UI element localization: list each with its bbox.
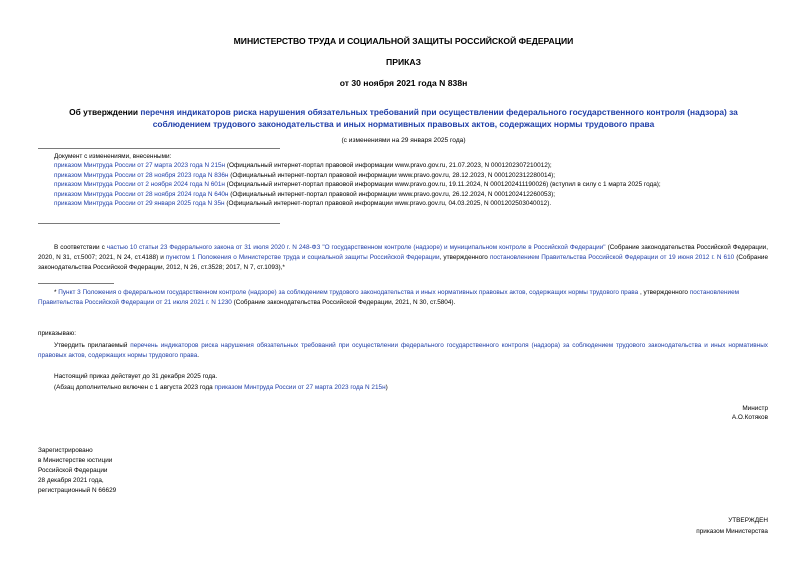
signature-name: А.О.Котяков xyxy=(731,414,768,421)
document-date-number: от 30 ноября 2021 года N 838н xyxy=(339,78,468,88)
amendment-link[interactable]: приказом Минтруда России от 27 марта 2023 года N 215н xyxy=(54,162,226,170)
amendment-link[interactable]: приказом Минтруда России от 29 января 2025 года N 35н xyxy=(54,200,225,208)
approved-by: приказом Министерства xyxy=(696,528,768,535)
title-link[interactable]: перечня индикаторов риска нарушения обязательных требований при осуществлении федерального государственного контроля (надзора) за соблюдением трудового законодательства и иных нормативных правовых актов, содержащих нормы трудового права xyxy=(140,107,738,129)
footnote-link-2[interactable]: постановлением Правительства Российской Федерации от 21 июля 2021 г. N 1230 xyxy=(38,289,740,306)
preamble-paragraph: В соответствии с частью 10 статьи 23 Федерального закона от 31 июля 2020 г. N 248-ФЗ "О государственном контроле (надзоре) и муниципальном контроле в Российской Федерации" (Собрание законодательства Российской Федерации, 2020, N 31, ст.5007; 2021, N 24, ст.4188) и пунктом 1 Положения о Министерстве труда и социальной защиты Российской Федерации, утвержденного постановлением Правительства Российской Федерации от 19 июня 2012 г. N 610 (Собрание законодательства Российской Федерации, 2012, N 26, ст.3528; 2017, N 7, ст.1093),* xyxy=(38,244,768,271)
approved-label: УТВЕРЖДЕН xyxy=(728,517,768,524)
footnote: * Пункт 3 Положения о федеральном государственном контроле (надзоре) за соблюдением трудового законодательства и иных нормативных правовых актов, содержащих нормы трудового права , утвержденного постановлением Правительства Российской Федерации от 21 июля 2021 г. N 1230 (Собрание законодательства Российской Федерации, 2021, N 30, ст.5804). xyxy=(38,289,740,306)
divider-bottom xyxy=(38,223,280,224)
amendment-item: приказом Минтруда России от 2 ноября 2024 года N 601н (Официальный интернет-портал правовой информации www.pravo.gov.ru, 19.11.2024, N 0001202411190026) (вступил в силу с 1 марта 2025 года); xyxy=(54,181,661,189)
order-paragraph-1: Утвердить прилагаемый перечень индикаторов риска нарушения обязательных требований при осуществлении федерального государственного контроля (надзора) за соблюдением трудового законодательства и иных нормативных правовых актов, содержащих нормы трудового права. xyxy=(38,342,768,359)
footnote-divider xyxy=(38,283,114,284)
amendments-list xyxy=(54,152,794,208)
document-type: ПРИКАЗ xyxy=(386,57,421,67)
amendment-item: приказом Минтруда России от 27 марта 2023 года N 215н (Официальный интернет-портал правовой информации www.pravo.gov.ru, 21.07.2023, N 0001202307210012); xyxy=(54,162,552,170)
ministry-regulation-link[interactable]: пунктом 1 Положения о Министерстве труда и социальной защиты Российской Федерации xyxy=(165,254,440,261)
footnote-link-1[interactable]: Пункт 3 Положения о федеральном государственном контроле (надзоре) за соблюдением трудового законодательства и иных нормативных правовых актов, содержащих нормы трудового права xyxy=(58,289,639,296)
amendment-link[interactable]: приказом Минтруда России от 28 ноября 2024 года N 640н xyxy=(54,190,229,198)
ministry-name: МИНИСТЕРСТВО ТРУДА И СОЦИАЛЬНОЙ ЗАЩИТЫ РОССИЙСКОЙ ФЕДЕРАЦИИ xyxy=(233,36,574,46)
signature-position: Министр xyxy=(742,405,768,412)
registration-block: Зарегистрировано в Министерстве юстиции Российской Федерации 28 декабря 2021 года, регистрационный N 66629 xyxy=(38,447,117,494)
prikazyvayu: приказываю: xyxy=(38,330,76,337)
amendment-link[interactable]: приказом Минтруда России от 2 ноября 2024 года N 601н xyxy=(54,181,225,189)
divider-top xyxy=(38,148,280,149)
revision-note: (с изменениями на 29 января 2025 года) xyxy=(341,137,466,144)
amendment-item: приказом Минтруда России от 28 ноября 2024 года N 640н (Официальный интернет-портал правовой информации www.pravo.gov.ru, 26.12.2024, N 0001202412260053); xyxy=(54,190,556,198)
order-215n-link[interactable]: приказом Минтруда России от 27 марта 2023 года N 215н xyxy=(214,384,386,391)
indicator-list-link[interactable]: перечень индикаторов риска нарушения обязательных требований при осуществлении федерального государственного контроля (надзора) за соблюдением трудового законодательства и иных нормативных правовых актов, содержащих нормы трудового права xyxy=(38,342,768,359)
document-title xyxy=(40,106,767,130)
title-prefix: Об утверждении xyxy=(69,107,141,117)
amendment-link[interactable]: приказом Минтруда России от 28 ноября 2023 года N 836н xyxy=(54,171,229,179)
law-248-link[interactable]: частью 10 статьи 23 Федерального закона от 31 июля 2020 г. N 248-ФЗ "О государственном контроле (надзоре) и муниципальном контроле в Российской Федерации" xyxy=(106,244,606,251)
amendment-item: приказом Минтруда России от 28 ноября 2023 года N 836н (Официальный интернет-портал правовой информации www.pravo.gov.ru, 28.12.2023, N 0001202312280014); xyxy=(54,171,556,179)
government-decree-610-link[interactable]: постановлением Правительства Российской Федерации от 19 июня 2012 г. N 610 xyxy=(489,254,735,261)
order-paragraph-3: (Абзац дополнительно включен с 1 августа 2023 года приказом Минтруда России от 27 марта 2023 года N 215н) xyxy=(54,384,388,391)
amendments-heading: Документ с изменениями, внесенными: xyxy=(54,153,172,160)
amendment-item: приказом Минтруда России от 29 января 2025 года N 35н (Официальный интернет-портал правовой информации www.pravo.gov.ru, 04.03.2025, N 0001202503040012). xyxy=(54,200,552,208)
order-paragraph-2: Настоящий приказ действует до 31 декабря 2025 года. xyxy=(54,373,218,380)
